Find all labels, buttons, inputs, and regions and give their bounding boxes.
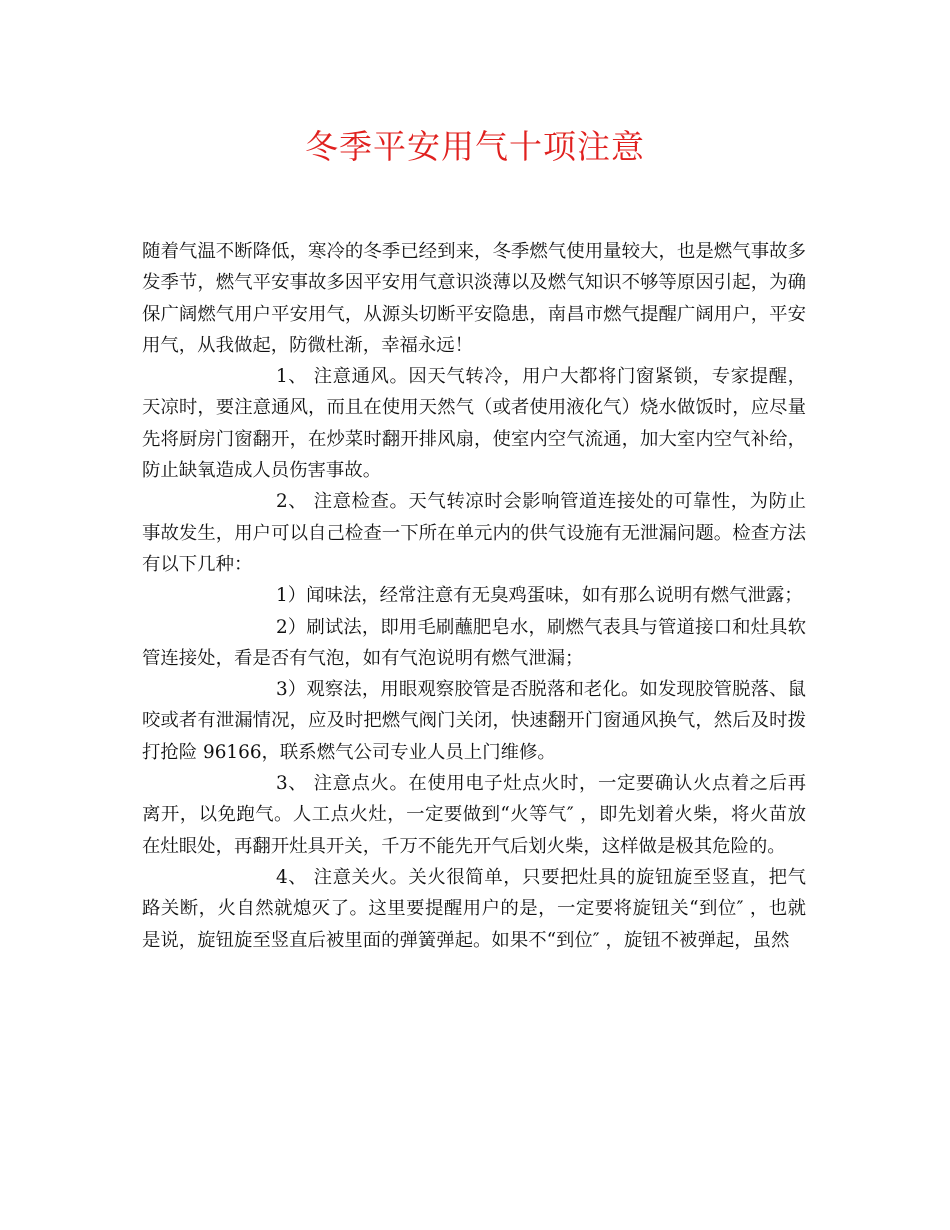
method-brush-paragraph: 2）刷试法，即用毛刷蘸肥皂水，刷燃气表具与管道接口和灶具软管连接处，看是否有气泡，如有气泡说明有燃气泄漏； xyxy=(142,616,806,669)
page-title: 冬季平安用气十项注意 xyxy=(305,127,645,166)
document-body xyxy=(142,236,806,956)
item-shutoff-paragraph: 4、 注意关火。关火很简单，只要把灶具的旋钮旋至竖直，把气路关断，火自然就熄灭了。这里要提醒用户的是，一定要将旋钮关“到位″ ，也就是说，旋钮旋至竖直后被里面的弹簧弹起。如果不“到位″ ，旋钮不被弹起，虽然 xyxy=(142,866,806,951)
method-observe-paragraph: 3）观察法，用眼观察胶管是否脱落和老化。如发现胶管脱落、鼠咬或者有泄漏情况，应及时把燃气阀门关闭，快速翻开门窗通风换气，然后及时拨打抢险 96166，联系燃气公司专业人员上门维修。 xyxy=(142,679,806,763)
method-smell-paragraph: 1）闻味法，经常注意有无臭鸡蛋味，如有那么说明有燃气泄露； xyxy=(276,585,803,607)
item-ventilation-paragraph: 1、 注意通风。因天气转冷，用户大都将门窗紧锁，专家提醒，天凉时，要注意通风，而且在使用天然气（或者使用液化气）烧水做饭时，应尽量先将厨房门窗翻开，在炒菜时翻开排风扇，使室内空气流通，加大室内空气补给，防止缺氧造成人员伤害事故。 xyxy=(142,366,806,482)
item-ignition-paragraph: 3、 注意点火。在使用电子灶点火时，一定要确认火点着之后再离开，以免跑气。人工点火灶，一定要做到“火等气″ ，即先划着火柴，将火苗放在灶眼处，再翻开灶具开关，千万不能先开气后划火柴，这样做是极其危险的。 xyxy=(142,773,806,857)
intro-paragraph: 随着气温不断降低，寒冷的冬季已经到来，冬季燃气使用量较大，也是燃气事故多发季节，燃气平安事故多因平安用气意识淡薄以及燃气知识不够等原因引起，为确保广阔燃气用户平安用气，从源头切断平安隐患，南昌市燃气提醒广阔用户，平安用气，从我做起，防微杜渐，幸福永远！ xyxy=(142,241,806,356)
item-inspection-paragraph: 2、 注意检查。天气转凉时会影响管道连接处的可靠性，为防止事故发生，用户可以自己检查一下所在单元内的供气设施有无泄漏问题。检查方法有以下几种： xyxy=(142,491,806,575)
